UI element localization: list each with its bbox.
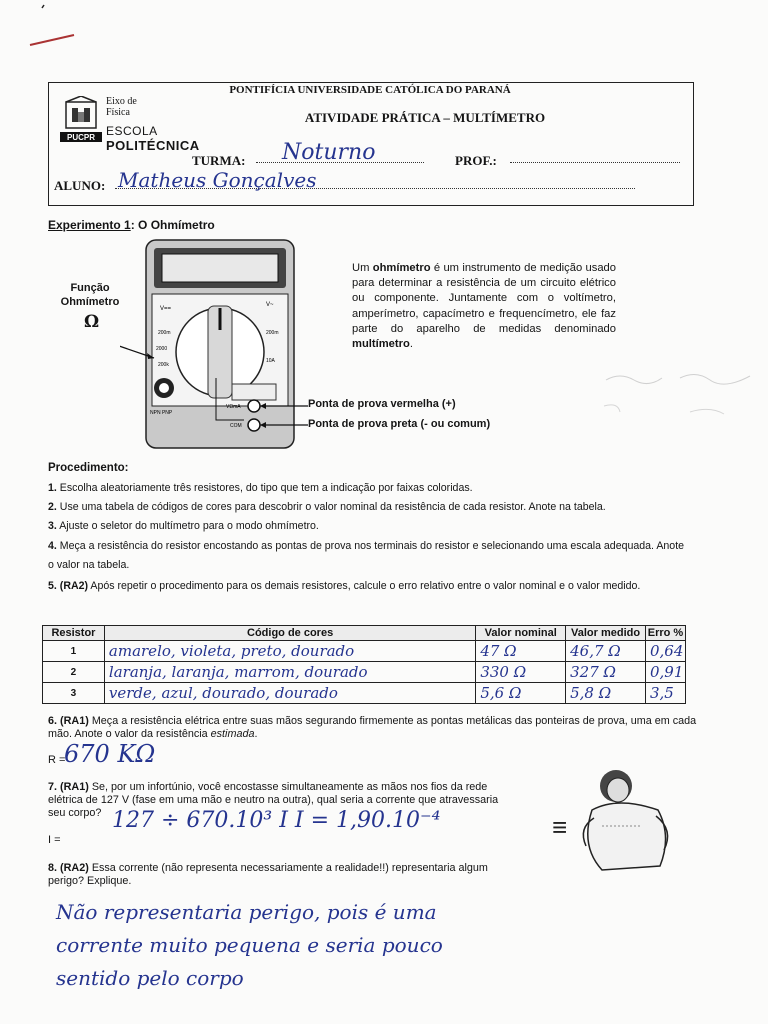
multimeter-illustration	[120, 238, 320, 450]
step-text: Use uma tabela de códigos de cores para descobrir o valor nominal da resistência de cada resistor. Anote na tabela.	[59, 501, 606, 513]
nominal-value-cell[interactable]: 5,6 Ω	[476, 683, 566, 704]
q7-number: 7.	[48, 781, 58, 793]
escola-label: ESCOLA	[106, 124, 158, 138]
wire-plug-symbol: ≡	[552, 812, 568, 842]
q6-number: 6.	[48, 715, 58, 727]
pucpr-logo	[60, 96, 102, 148]
question-8	[48, 862, 518, 888]
q8-handwritten-answer[interactable]	[56, 896, 516, 995]
omega-symbol: Ω	[84, 312, 100, 332]
measured-value-cell[interactable]: 5,8 Ω	[566, 683, 646, 704]
logo-line-1: Eixo de	[106, 96, 137, 107]
procedure-step-1	[48, 479, 688, 498]
i-label: I =	[48, 834, 61, 846]
procedure-step-2	[48, 498, 688, 517]
color-code-cell[interactable]: amarelo, violeta, preto, dourado	[104, 641, 475, 662]
q7-text: Se, por um infortúnio, você encostasse simultaneamente as mãos nos fios da rede elétrica de 127 V (fase em uma mão e neutro na outra), qual seria a corrente que atravessaria seu corpo?	[48, 781, 499, 819]
faint-pencil-scribble	[600, 362, 768, 422]
person-touching-wires-illustration	[572, 766, 678, 874]
funcao-label-line-2: Ohmímetro	[60, 296, 120, 308]
q8-tag: (RA2)	[60, 862, 89, 874]
q8-number: 8.	[48, 862, 58, 874]
desc-text-1: Um	[352, 262, 373, 274]
table-header-row	[43, 626, 686, 641]
svg-text:NPN PNP: NPN PNP	[150, 410, 173, 416]
nominal-value-cell[interactable]: 47 Ω	[476, 641, 566, 662]
probe-black-label: Ponta de prova preta (- ou comum)	[308, 418, 491, 430]
step-tag: (RA2)	[59, 580, 89, 592]
experiment-title	[48, 218, 215, 232]
step-text: Ajuste o seletor do multímetro para o modo ohmímetro.	[59, 520, 319, 532]
prof-field-line[interactable]	[510, 162, 680, 163]
svg-text:V~: V~	[266, 302, 274, 308]
answer-line-1: Não representaria perigo, pois é uma	[56, 900, 437, 924]
step-number: 2.	[48, 501, 57, 513]
desc-bold-multimetro: multímetro	[352, 338, 410, 351]
measured-value-cell[interactable]: 327 Ω	[566, 662, 646, 683]
error-cell[interactable]: 0,64	[645, 641, 685, 662]
funcao-ohmimetro-label	[60, 281, 120, 309]
svg-text:PUCPR: PUCPR	[66, 133, 96, 142]
aluno-handwritten-value: Matheus Gonçalves	[118, 168, 317, 192]
desc-bold-ohmimetro: ohmímetro	[372, 262, 431, 274]
i-handwritten-value[interactable]: 127 ÷ 670.10³ I I = 1,90.10⁻⁴	[112, 808, 441, 833]
col-header-medido: Valor medido	[566, 626, 646, 641]
svg-text:10A: 10A	[266, 358, 275, 364]
r-handwritten-value[interactable]: 670 KΩ	[64, 740, 156, 768]
svg-text:200m: 200m	[266, 330, 279, 336]
aluno-label: ALUNO:	[54, 178, 106, 193]
q6-tag: (RA1)	[60, 715, 89, 727]
step-number: 4.	[48, 540, 57, 552]
answer-line-3: sentido pelo corpo	[56, 966, 244, 990]
color-code-cell[interactable]: laranja, laranja, marrom, dourado	[104, 662, 475, 683]
logo-line-2: Física	[106, 107, 130, 118]
resistor-table	[42, 625, 686, 704]
step-number: 5.	[48, 580, 57, 592]
probe-red-label: Ponta de prova vermelha (+)	[308, 398, 456, 410]
table-row	[43, 662, 686, 683]
desc-text-3: .	[409, 338, 413, 351]
procedure-step-5	[48, 577, 688, 596]
step-text: Meça a resistência do resistor encostando as pontas de prova nos terminais do resistor e selecionando uma escala adequada. Anote o valor na tabela.	[48, 540, 685, 571]
resistor-number: 3	[43, 683, 105, 704]
experiment-name: : O Ohmímetro	[130, 218, 215, 232]
turma-handwritten-value: Noturno	[282, 140, 376, 165]
measured-value-cell[interactable]: 46,7 Ω	[566, 641, 646, 662]
institution-name: PONTIFÍCIA UNIVERSIDADE CATÓLICA DO PARANÁ	[229, 84, 511, 96]
col-header-resistor: Resistor	[43, 626, 105, 641]
table-row	[43, 641, 686, 662]
col-header-codigo: Código de cores	[104, 626, 475, 641]
svg-text:200k: 200k	[158, 362, 169, 368]
activity-title: ATIVIDADE PRÁTICA – MULTÍMETRO	[304, 110, 546, 125]
svg-text:VΩmA: VΩmA	[226, 404, 241, 410]
eixo-fisica-label	[106, 96, 137, 118]
q7-tag: (RA1)	[60, 781, 89, 793]
svg-text:V==: V==	[160, 306, 172, 312]
table-row	[43, 683, 686, 704]
stray-pen-mark	[0, 0, 110, 60]
col-header-erro: Erro %	[645, 626, 685, 641]
procedure-step-3	[48, 517, 688, 536]
step-text: Escolha aleatoriamente três resistores, do tipo que tem a indicação por faixas coloridas.	[59, 482, 473, 494]
color-code-cell[interactable]: verde, azul, dourado, dourado	[104, 683, 475, 704]
answer-line-2: corrente muito pequena e seria pouco	[56, 933, 443, 957]
politecnica-label: POLITÉCNICA	[106, 138, 200, 153]
svg-text:200m: 200m	[158, 330, 171, 336]
r-label: R =	[48, 754, 66, 766]
procedure-step-4	[48, 537, 688, 575]
desc-text-2: é um instrumento de medição usado para determinar a resistência de um circuito elétrico ou componente. Juntamente com o voltímetro, amperímetro, capacímetro e frequencímetro, ele faz parte do aparelho de medidas denominado	[352, 262, 617, 335]
q6-text: Meça a resistência elétrica entre suas mãos segurando firmemente as pontas metálicas das ponteiras de prova, uma em cada mão. Anote o valor da resistência	[48, 715, 697, 740]
turma-label: TURMA:	[192, 153, 246, 168]
prof-label: PROF.:	[455, 153, 497, 168]
ohmimetro-description	[352, 261, 616, 352]
nominal-value-cell[interactable]: 330 Ω	[476, 662, 566, 683]
procedure-title: Procedimento:	[48, 462, 129, 474]
col-header-nominal: Valor nominal	[476, 626, 566, 641]
svg-text:COM: COM	[230, 423, 242, 429]
error-cell[interactable]: 0,91	[645, 662, 685, 683]
q6-end: .	[254, 728, 258, 740]
q8-text: Essa corrente (não representa necessariamente a realidade!!) representaria algum perigo? Explique.	[48, 862, 488, 887]
error-cell[interactable]: 3,5	[645, 683, 685, 704]
experiment-number: Experimento 1	[48, 218, 131, 232]
q6-emphasis: estimada	[210, 728, 255, 740]
resistor-number: 1	[43, 641, 105, 662]
svg-text:2000: 2000	[156, 346, 168, 352]
step-text: Após repetir o procedimento para os demais resistores, calcule o erro relativo entre o valor nominal e o valor medido.	[90, 580, 641, 592]
question-6	[48, 715, 708, 741]
resistor-number: 2	[43, 662, 105, 683]
step-number: 1.	[48, 482, 57, 494]
funcao-label-line-1: Função	[70, 282, 110, 294]
step-number: 3.	[48, 520, 57, 532]
